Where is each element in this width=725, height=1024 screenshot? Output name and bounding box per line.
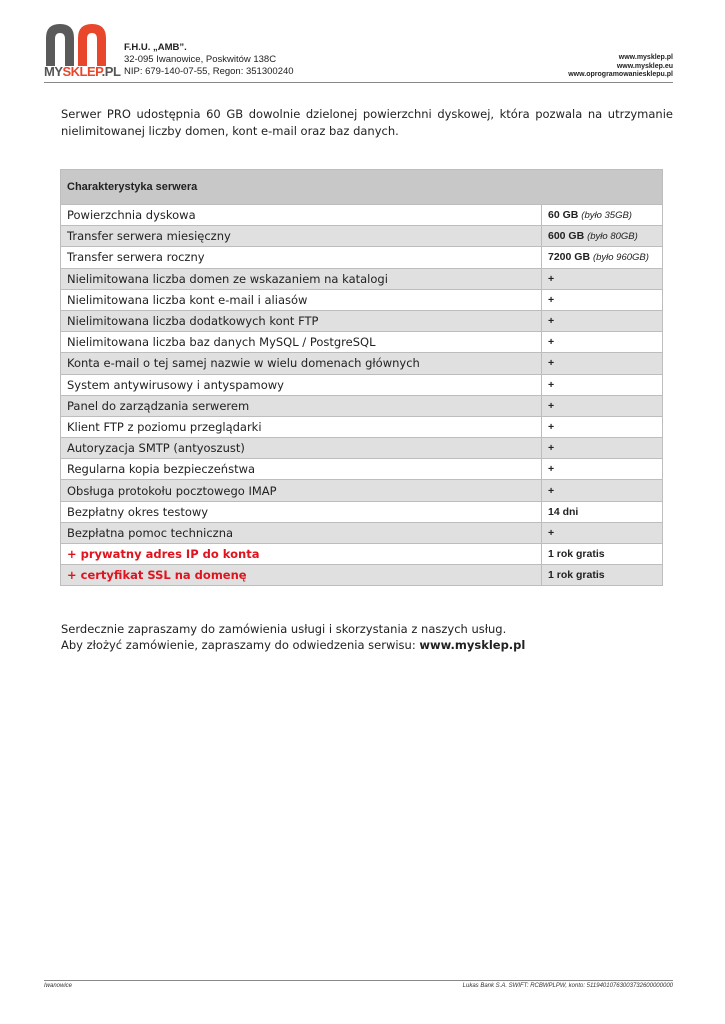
table-row — [61, 247, 663, 268]
feature-label: Nielimitowana liczba baz danych MySQL / PostgreSQL — [61, 332, 542, 353]
feature-label: + certyfikat SSL na domenę — [61, 565, 542, 586]
website-link[interactable]: www.mysklep.eu — [616, 62, 673, 70]
feature-label: + prywatny adres IP do konta — [61, 544, 542, 565]
footer-divider — [44, 980, 673, 981]
table-row — [61, 438, 663, 459]
feature-label: Panel do zarządzania serwerem — [61, 395, 542, 416]
table-row — [61, 565, 663, 586]
feature-label: Regularna kopia bezpieczeństwa — [61, 459, 542, 480]
table-row — [61, 374, 663, 395]
value-text: 1 rok gratis — [548, 569, 605, 582]
feature-value — [542, 205, 663, 226]
feature-label: Nielimitowana liczba kont e-mail i aliasów — [61, 289, 542, 310]
server-spec-table — [60, 169, 663, 586]
company-ids: NIP: 679-140-07-55, Regon: 351300240 — [124, 66, 294, 77]
feature-value — [542, 522, 663, 543]
table-row — [61, 205, 663, 226]
previous-value-note: (było 960GB) — [592, 252, 649, 264]
table-header-row — [61, 170, 663, 205]
value-text: + — [548, 526, 555, 539]
closing-line-2: Aby złożyć zamówienie, zapraszamy do odwiedzenia serwisu: www.mysklep.pl — [61, 638, 526, 652]
table-row — [61, 544, 663, 565]
shop-link[interactable]: www.mysklep.pl — [419, 638, 526, 652]
table-row — [61, 310, 663, 331]
feature-label: Bezpłatny okres testowy — [61, 501, 542, 522]
feature-label: Klient FTP z poziomu przeglądarki — [61, 416, 542, 437]
feature-value — [542, 565, 663, 586]
table-row — [61, 332, 663, 353]
feature-label: Nielimitowana liczba domen ze wskazaniem na katalogi — [61, 268, 542, 289]
feature-value — [542, 544, 663, 565]
table-row — [61, 416, 663, 437]
value-text: + — [548, 442, 555, 455]
website-link[interactable]: www.oprogramowaniesklepu.pl — [568, 71, 673, 78]
website-link[interactable]: www.mysklep.pl — [618, 54, 673, 61]
value-text: + — [548, 315, 555, 328]
feature-value — [542, 416, 663, 437]
feature-value — [542, 374, 663, 395]
feature-value — [542, 310, 663, 331]
table-row — [61, 459, 663, 480]
value-text: + — [548, 272, 555, 285]
value-text: + — [548, 484, 555, 497]
footer-bank-details: Lukas Bank S.A. SWIFT: RCBWPLPW, konto: 51194010763003732600000000 — [462, 983, 673, 989]
value-text: + — [548, 399, 555, 412]
value-text: 1 rok gratis — [548, 548, 605, 561]
value-text: + — [548, 336, 555, 349]
value-text: + — [548, 357, 555, 370]
feature-label: Powierzchnia dyskowa — [61, 205, 542, 226]
feature-label: Transfer serwera roczny — [61, 247, 542, 268]
value-text: + — [548, 293, 555, 306]
value-text: 7200 GB — [548, 251, 591, 264]
value-text: + — [548, 463, 555, 476]
table-row — [61, 395, 663, 416]
table-row — [61, 268, 663, 289]
feature-value — [542, 268, 663, 289]
feature-value — [542, 332, 663, 353]
company-details — [124, 42, 294, 78]
company-name: F.H.U. „AMB”. — [124, 42, 187, 53]
value-text: 60 GB — [548, 209, 579, 222]
table-header: Charakterystyka serwera — [61, 170, 663, 205]
value-text: + — [548, 420, 555, 433]
feature-value — [542, 395, 663, 416]
table-row — [61, 289, 663, 310]
logo-wordmark: MYSKLEP.PL — [44, 64, 121, 79]
feature-label: Nielimitowana liczba dodatkowych kont FTP — [61, 310, 542, 331]
feature-value — [542, 501, 663, 522]
feature-value — [542, 247, 663, 268]
table-row — [61, 226, 663, 247]
table-row — [61, 522, 663, 543]
feature-label: Bezpłatna pomoc techniczna — [61, 522, 542, 543]
value-text: + — [548, 378, 555, 391]
table-row — [61, 501, 663, 522]
header-divider — [44, 82, 673, 83]
value-text: 14 dni — [548, 505, 579, 518]
feature-value — [542, 353, 663, 374]
feature-label: System antywirusowy i antyspamowy — [61, 374, 542, 395]
website-list — [568, 54, 673, 80]
feature-label: Konta e-mail o tej samej nazwie w wielu domenach głównych — [61, 353, 542, 374]
closing-line-1: Serdecznie zapraszamy do zamówienia usługi i skorzystania z naszych usług. — [61, 622, 507, 636]
intro-paragraph: Serwer PRO udostępnia 60 GB dowolnie dzielonej powierzchni dyskowej, która pozwala na utrzymanie nielimitowanej liczby domen, kont e-mail oraz baz danych. — [61, 107, 673, 138]
letterhead — [44, 22, 673, 82]
feature-label: Transfer serwera miesięczny — [61, 226, 542, 247]
previous-value-note: (było 35GB) — [581, 210, 632, 222]
feature-value — [542, 438, 663, 459]
closing-paragraph — [61, 621, 673, 653]
table-row — [61, 353, 663, 374]
previous-value-note: (było 80GB) — [587, 231, 638, 243]
feature-label: Autoryzacja SMTP (antyoszust) — [61, 438, 542, 459]
company-address: 32-095 Iwanowice, Poskwitów 138C — [124, 54, 277, 65]
table-row — [61, 480, 663, 501]
mysklep-logo — [44, 22, 121, 80]
feature-label: Obsługa protokołu pocztowego IMAP — [61, 480, 542, 501]
feature-value — [542, 226, 663, 247]
footer-location: Iwanowice — [44, 983, 73, 989]
feature-value — [542, 289, 663, 310]
feature-value — [542, 480, 663, 501]
feature-value — [542, 459, 663, 480]
value-text: 600 GB — [548, 230, 585, 243]
